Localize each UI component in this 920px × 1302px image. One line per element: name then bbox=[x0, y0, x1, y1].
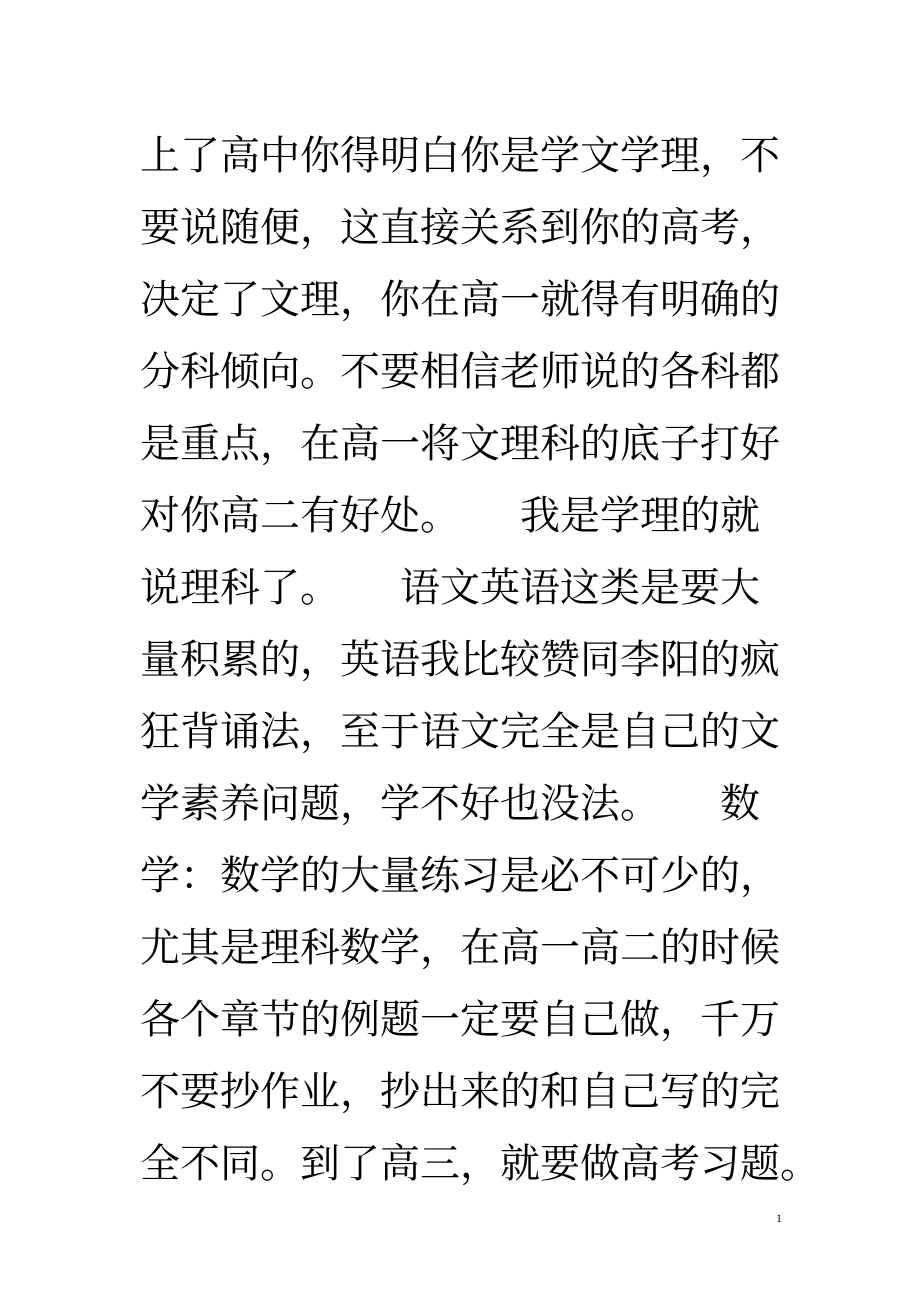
text-line-1: 上了高中你得明白你是学文学理，不 bbox=[140, 133, 780, 179]
body-text bbox=[140, 126, 820, 1206]
text-line-12: 尤其是理科数学，在高一高二的时候 bbox=[140, 925, 780, 971]
text-line-10: 学素养问题，学不好也没法。 数 bbox=[140, 781, 760, 827]
text-line-4: 分科倾向。不要相信老师说的各科都 bbox=[140, 349, 780, 395]
text-line-14: 不要抄作业，抄出来的和自己写的完 bbox=[140, 1069, 780, 1115]
text-line-5: 是重点，在高一将文理科的底子打好 bbox=[140, 421, 780, 467]
text-line-15: 全不同。到了高三，就要做高考习题。 bbox=[140, 1141, 820, 1187]
text-line-9: 狂背诵法，至于语文完全是自己的文 bbox=[140, 709, 780, 755]
text-line-11: 学：数学的大量练习是必不可少的， bbox=[140, 853, 780, 899]
page-number: 1 bbox=[776, 1211, 782, 1225]
text-line-3: 决定了文理，你在高一就得有明确的 bbox=[140, 277, 780, 323]
text-line-13: 各个章节的例题一定要自己做，千万 bbox=[140, 997, 780, 1043]
text-line-2: 要说随便，这直接关系到你的高考， bbox=[140, 205, 780, 251]
text-line-7: 说理科了。 语文英语这类是要大 bbox=[140, 565, 760, 611]
text-line-8: 量积累的，英语我比较赞同李阳的疯 bbox=[140, 637, 780, 683]
text-line-6: 对你高二有好处。 我是学理的就 bbox=[140, 493, 760, 539]
